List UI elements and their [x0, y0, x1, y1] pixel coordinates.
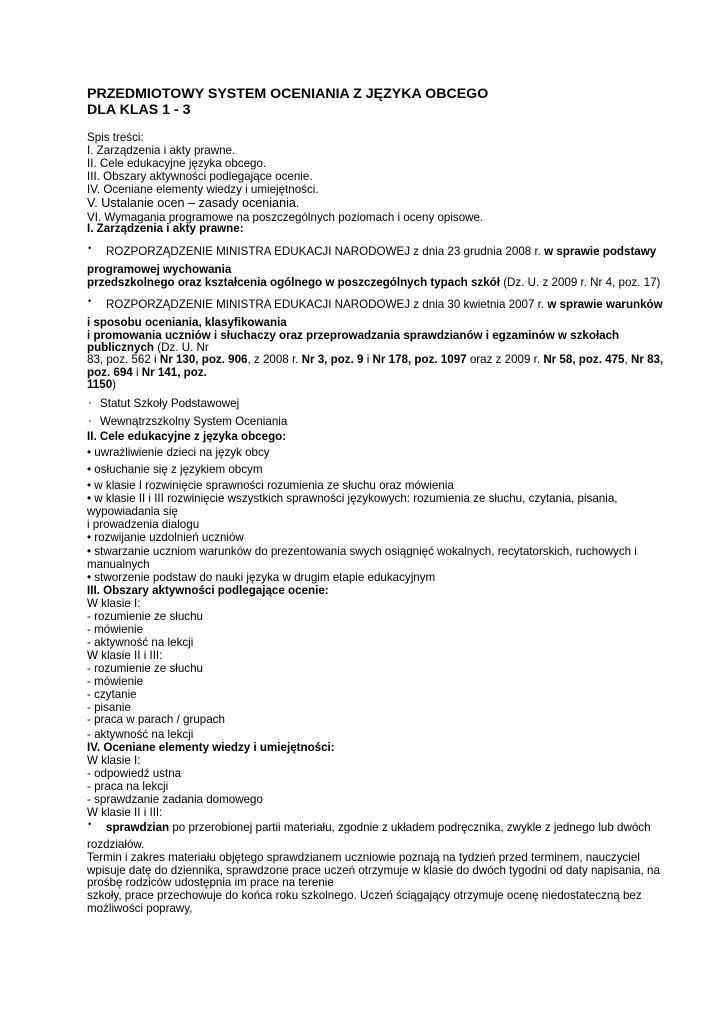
- paragraph-line: rozdziałów.: [87, 838, 145, 851]
- list-item: - mówienie: [87, 623, 144, 636]
- doc-title-line1: PRZEDMIOTOWY SYSTEM OCENIANIA Z JĘZYKA OBCEGO: [87, 86, 489, 102]
- toc-item: III. Obszary aktywności podlegające ocenie.: [87, 170, 313, 183]
- goal-item: [87, 492, 618, 505]
- paragraph-line: prośbę rodziców udostępnia im prace na terenie: [87, 876, 334, 889]
- bullet-icon: •: [88, 819, 92, 829]
- regulation2-line1: [106, 298, 663, 311]
- bullet-icon: •: [87, 446, 92, 459]
- text: oraz z 2009 r.: [466, 353, 544, 366]
- paragraph-line: wpisuje datę do dziennika, sprawdzone prace uczeń otrzymuje w klasie do dwóch tygodni od daty napisania, na: [87, 864, 660, 877]
- regulation1-bold: w sprawie podstawy: [544, 245, 657, 258]
- regulation2-line4-rest: (Dz. U. Nr: [154, 341, 209, 354]
- text-bold: 1150: [87, 378, 113, 391]
- text: 83, poz. 562 i: [87, 353, 160, 366]
- list-item: - sprawdzanie zadania domowego: [87, 793, 263, 806]
- regulation2-line2: i sposobu oceniania, klasyfikowania: [87, 316, 287, 329]
- dot-icon: ·: [88, 396, 92, 409]
- text-bold: poz. 694: [87, 366, 133, 379]
- goal-item: [87, 446, 270, 459]
- text-bold: Nr 3, poz. 9: [301, 353, 364, 366]
- section4-heading: IV. Oceniane elementy wiedzy i umiejętności:: [87, 741, 335, 754]
- sprawdzian-line: [106, 821, 651, 834]
- paragraph-line: Termin i zakres materiału objętego sprawdzianem uczniowie poznają na tydzień przed terminem, nauczyciel: [87, 851, 640, 864]
- class23-label: W klasie II i III:: [87, 649, 163, 662]
- regulation1-line3-bold: przedszkolnego oraz kształcenia ogólnego w poszczególnych typach szkół: [87, 276, 500, 289]
- toc-item: IV. Oceniane elementy wiedzy i umiejętności.: [87, 183, 319, 196]
- text-bold: Nr 58, poz. 475: [543, 353, 625, 366]
- goal-item: [87, 531, 244, 544]
- class1-label: W klasie I:: [87, 754, 141, 767]
- bullet-icon: •: [87, 531, 92, 544]
- regulation2-line5: [87, 353, 663, 366]
- paragraph-line: możliwości poprawy,: [87, 902, 193, 915]
- goal-text: w klasie II i III rozwinięcie wszystkich sprawności językowych: rozumienia ze słuchu, czytania, pisania,: [94, 492, 618, 505]
- text: ): [112, 378, 117, 391]
- dot-icon: ·: [88, 414, 92, 427]
- goal-text: osłuchanie się z językiem obcym: [94, 463, 263, 476]
- list-item: - rozumienie ze słuchu: [87, 662, 203, 675]
- section2-heading: II. Cele edukacyjne z języka obcego:: [87, 430, 287, 443]
- toc-item: V. Ustalanie ocen – zasady oceniania.: [87, 196, 300, 210]
- goal-text: stwarzanie uczniom warunków do prezentowania swych osiągnięć wokalnych, recytatorskich, ruchowych i: [94, 545, 637, 558]
- goal-text: w klasie I rozwinięcie sprawności rozumienia ze słuchu oraz mówienia: [94, 479, 454, 492]
- regulation1-line1: [106, 245, 656, 258]
- text-bold: Nr 141, poz.: [141, 366, 207, 379]
- regulation1-line2: programowej wychowania: [87, 263, 232, 276]
- list-item: - aktywność na lekcji: [87, 728, 194, 741]
- toc-item: I. Zarządzenia i akty prawne.: [87, 144, 236, 157]
- section3-heading: III. Obszary aktywności podlegające ocenie:: [87, 584, 329, 597]
- text: i: [132, 366, 142, 379]
- class1-label: W klasie I:: [87, 597, 141, 610]
- class23-label: W klasie II i III:: [87, 806, 163, 819]
- regulation1-prefix: ROZPORZĄDZENIE MINISTRA EDUKACJI NARODOWEJ z dnia 23 grudnia 2008 r.: [106, 245, 545, 258]
- goal-text: stworzenie podstaw do nauki języka w drugim etapie edukacyjnym: [94, 571, 436, 584]
- toc-item: VI. Wymagania programowe na poszczególnych poziomach i oceny opisowe.: [87, 211, 484, 224]
- bullet-icon: •: [87, 571, 92, 584]
- regulation2-line7: [87, 378, 116, 391]
- list-item: - mówienie: [87, 675, 144, 688]
- list-item: - pisanie: [87, 701, 131, 714]
- goal-item-cont: wypowiadania się: [87, 505, 178, 518]
- doc-title-line2: DLA KLAS 1 - 3: [87, 102, 191, 118]
- goal-item-cont: manualnych: [87, 558, 150, 571]
- goal-text: uwrażliwienie dzieci na język obcy: [94, 446, 270, 459]
- toc-item: II. Cele edukacyjne języka obcego.: [87, 157, 267, 170]
- wso-item: Wewnątrzszkolny System Oceniania: [100, 415, 288, 428]
- regulation1-line3-rest: (Dz. U. z 2009 r. Nr 4, poz. 17): [499, 276, 661, 289]
- bullet-icon: •: [87, 463, 92, 476]
- text-bold: Nr 130, poz. 906: [159, 353, 248, 366]
- text-bold: Nr 178, poz. 1097: [372, 353, 467, 366]
- text-bold: Nr 83,: [630, 353, 664, 366]
- bullet-icon: •: [87, 492, 92, 505]
- list-item: - czytanie: [87, 688, 137, 701]
- list-item: - aktywność na lekcji: [87, 636, 194, 649]
- list-item: - odpowiedź ustna: [87, 767, 182, 780]
- toc-heading: Spis treści:: [87, 131, 144, 144]
- sprawdzian-bold: sprawdzian: [106, 821, 170, 834]
- sprawdzian-text: po przerobionej partii materiału, zgodnie z układem podręcznika, zwykle z jednego lub dwóch: [169, 821, 651, 834]
- goal-item: [87, 479, 454, 492]
- list-item: - praca w parach / grupach: [87, 713, 225, 726]
- list-item: - rozumienie ze słuchu: [87, 610, 203, 623]
- paragraph-line: szkoły, prace przechowuje do końca roku szkolnego. Uczeń ściągający otrzymuje ocenę niedostateczną bez: [87, 889, 642, 902]
- regulation2-line3: i promowania uczniów i słuchaczy oraz przeprowadzania sprawdzianów i egzaminów w szkołach: [87, 329, 620, 342]
- bullet-icon: •: [88, 243, 92, 253]
- regulation1-line3: [87, 276, 660, 289]
- text: , z 2008 r.: [247, 353, 302, 366]
- bullet-icon: •: [87, 545, 92, 558]
- text: i: [363, 353, 373, 366]
- list-item: - praca na lekcji: [87, 780, 169, 793]
- goal-item: [87, 571, 435, 584]
- section1-heading: I. Zarządzenia i akty prawne:: [87, 222, 244, 235]
- goal-item: [87, 545, 637, 558]
- goal-item-cont: i prowadzenia dialogu: [87, 518, 200, 531]
- regulation2-bold: w sprawie warunków: [547, 298, 663, 311]
- bullet-icon: •: [87, 479, 92, 492]
- statut-item: Statut Szkoły Podstawowej: [100, 397, 240, 410]
- goal-item: [87, 463, 262, 476]
- goal-text: rozwijanie uzdolnień uczniów: [94, 531, 244, 544]
- regulation2-prefix: ROZPORZĄDZENIE MINISTRA EDUKACJI NARODOWEJ z dnia 30 kwietnia 2007 r.: [106, 298, 548, 311]
- text: ,: [624, 353, 631, 366]
- regulation2-line4-bold: publicznych: [87, 341, 154, 354]
- bullet-icon: •: [88, 296, 92, 306]
